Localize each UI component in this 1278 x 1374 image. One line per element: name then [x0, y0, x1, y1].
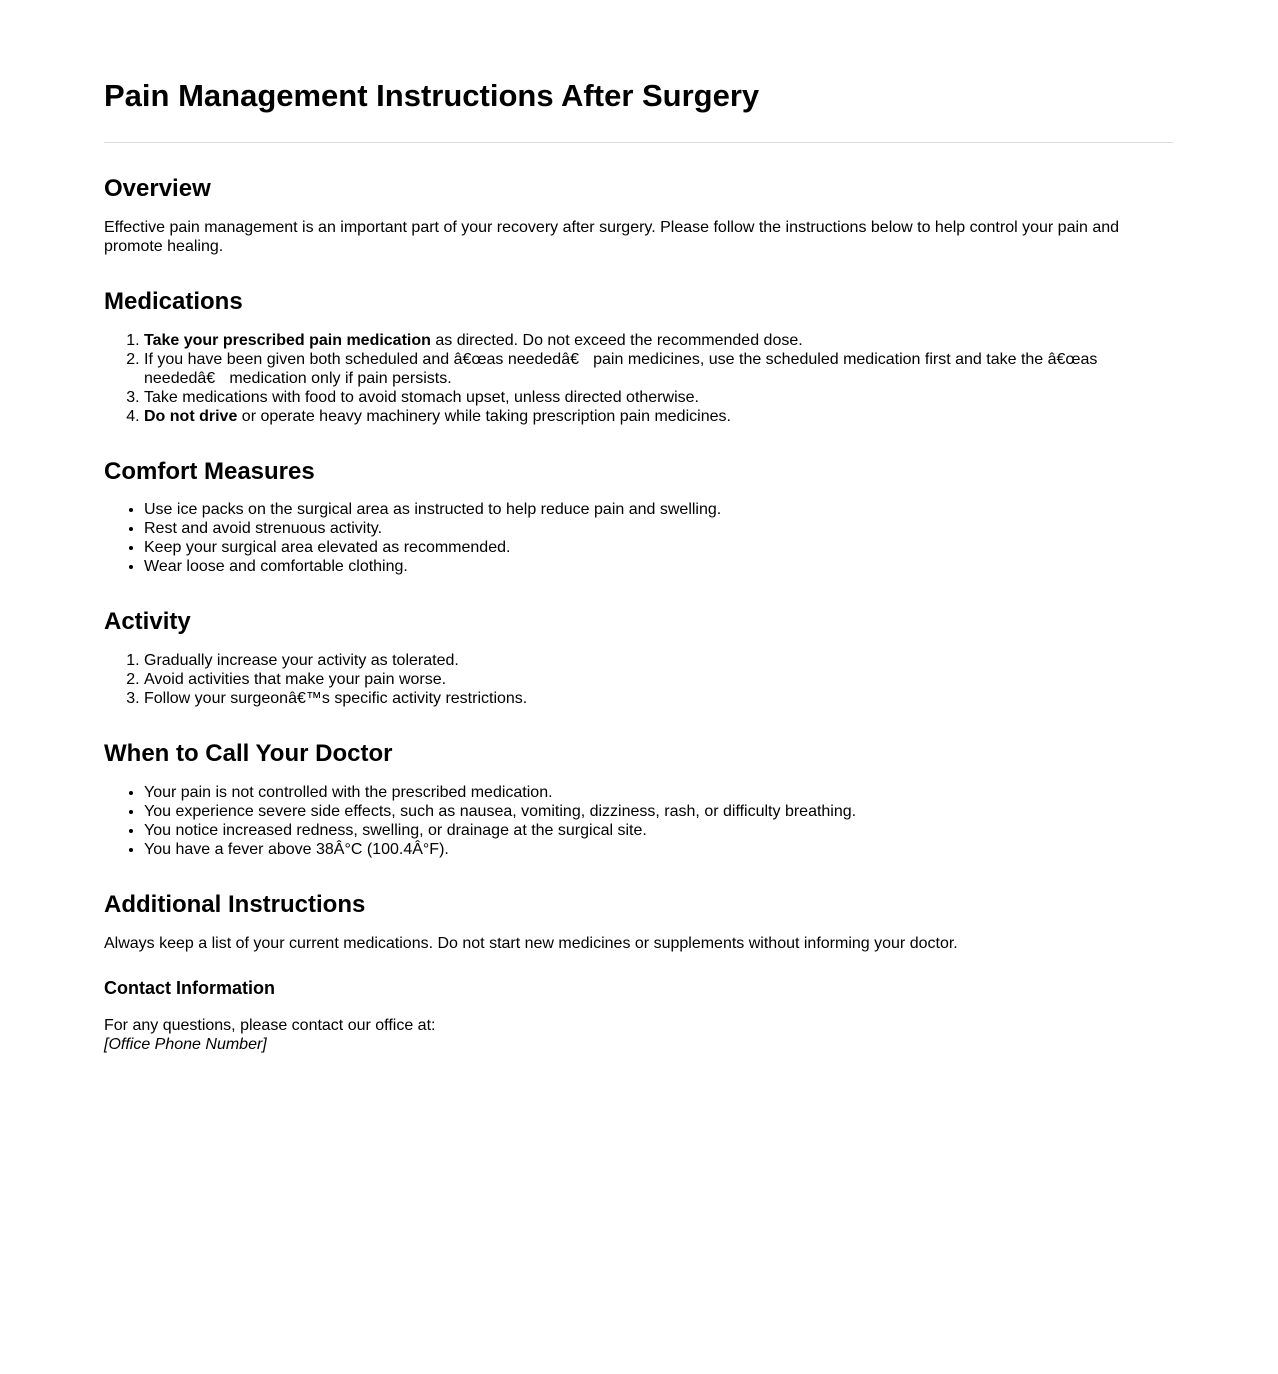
list-item [144, 350, 1174, 388]
list-item: 3. Follow your surgeonâ€™s specific activity restrictions. [144, 689, 1174, 708]
section-heading-medications: Medications [104, 288, 243, 316]
section-heading-additional-instructions: Additional Instructions [104, 890, 366, 918]
list-item [144, 407, 1174, 426]
additional-instructions-paragraph: Always keep a list of your current medications. Do not start new medicines or supplements without informing your doctor. [104, 935, 958, 953]
page-bottom-spacer [104, 1054, 1174, 1374]
list-item: • Rest and avoid strenuous activity. [144, 519, 1174, 538]
office-phone-number-placeholder: [Office Phone Number] [104, 1035, 267, 1053]
list-item: • Your pain is not controlled with the prescribed medication. [144, 783, 1174, 802]
list-item-text: or operate heavy machinery while taking prescription pain medicines. [237, 407, 731, 425]
list-item-text: If you have been given both scheduled and â€œas neededâ€ pain medicines, use the scheduled medication first and take the â€œas neededâ€ medication only if pain persists. [144, 350, 1098, 387]
contact-intro-text: For any questions, please contact our office at: [104, 1016, 436, 1034]
section-heading-activity: Activity [104, 608, 191, 636]
list-item: 2. Avoid activities that make your pain worse. [144, 670, 1174, 689]
list-item-text: as directed. Do not exceed the recommended dose. [430, 331, 803, 349]
overview-paragraph: Effective pain management is an important part of your recovery after surgery. Please follow the instructions below to help control your pain and promote healing. [104, 219, 1120, 256]
list-item: • Use ice packs on the surgical area as instructed to help reduce pain and swelling. [144, 500, 1174, 519]
list-item [144, 331, 1174, 350]
list-item-text: Take medications with food to avoid stomach upset, unless directed otherwise. [144, 388, 699, 406]
list-item: • You have a fever above 38Â°C (100.4Â°F). [144, 840, 1174, 859]
activity-list [104, 651, 1174, 708]
section-heading-comfort-measures: Comfort Measures [104, 457, 315, 485]
sub-heading-contact-information: Contact Information [104, 978, 275, 999]
medications-list [104, 331, 1174, 426]
list-item: • Wear loose and comfortable clothing. [144, 557, 1174, 576]
section-heading-when-to-call-doctor: When to Call Your Doctor [104, 739, 393, 767]
list-item-lead: Take your prescribed pain medication [144, 331, 431, 349]
list-item: • You notice increased redness, swelling, or drainage at the surgical site. [144, 821, 1174, 840]
list-item: • You experience severe side effects, such as nausea, vomiting, dizziness, rash, or difficulty breathing. [144, 802, 1174, 821]
comfort-measures-list [104, 500, 1174, 576]
list-item: 1. Gradually increase your activity as tolerated. [144, 651, 1174, 670]
list-item: • Keep your surgical area elevated as recommended. [144, 538, 1174, 557]
contact-details [104, 1016, 1174, 1054]
title-divider [104, 142, 1173, 143]
section-heading-overview: Overview [104, 174, 211, 202]
list-item-lead: Do not drive [144, 407, 238, 425]
when-to-call-doctor-list [104, 783, 1174, 859]
list-item [144, 388, 1174, 407]
page-title: Pain Management Instructions After Surgery [104, 78, 760, 113]
